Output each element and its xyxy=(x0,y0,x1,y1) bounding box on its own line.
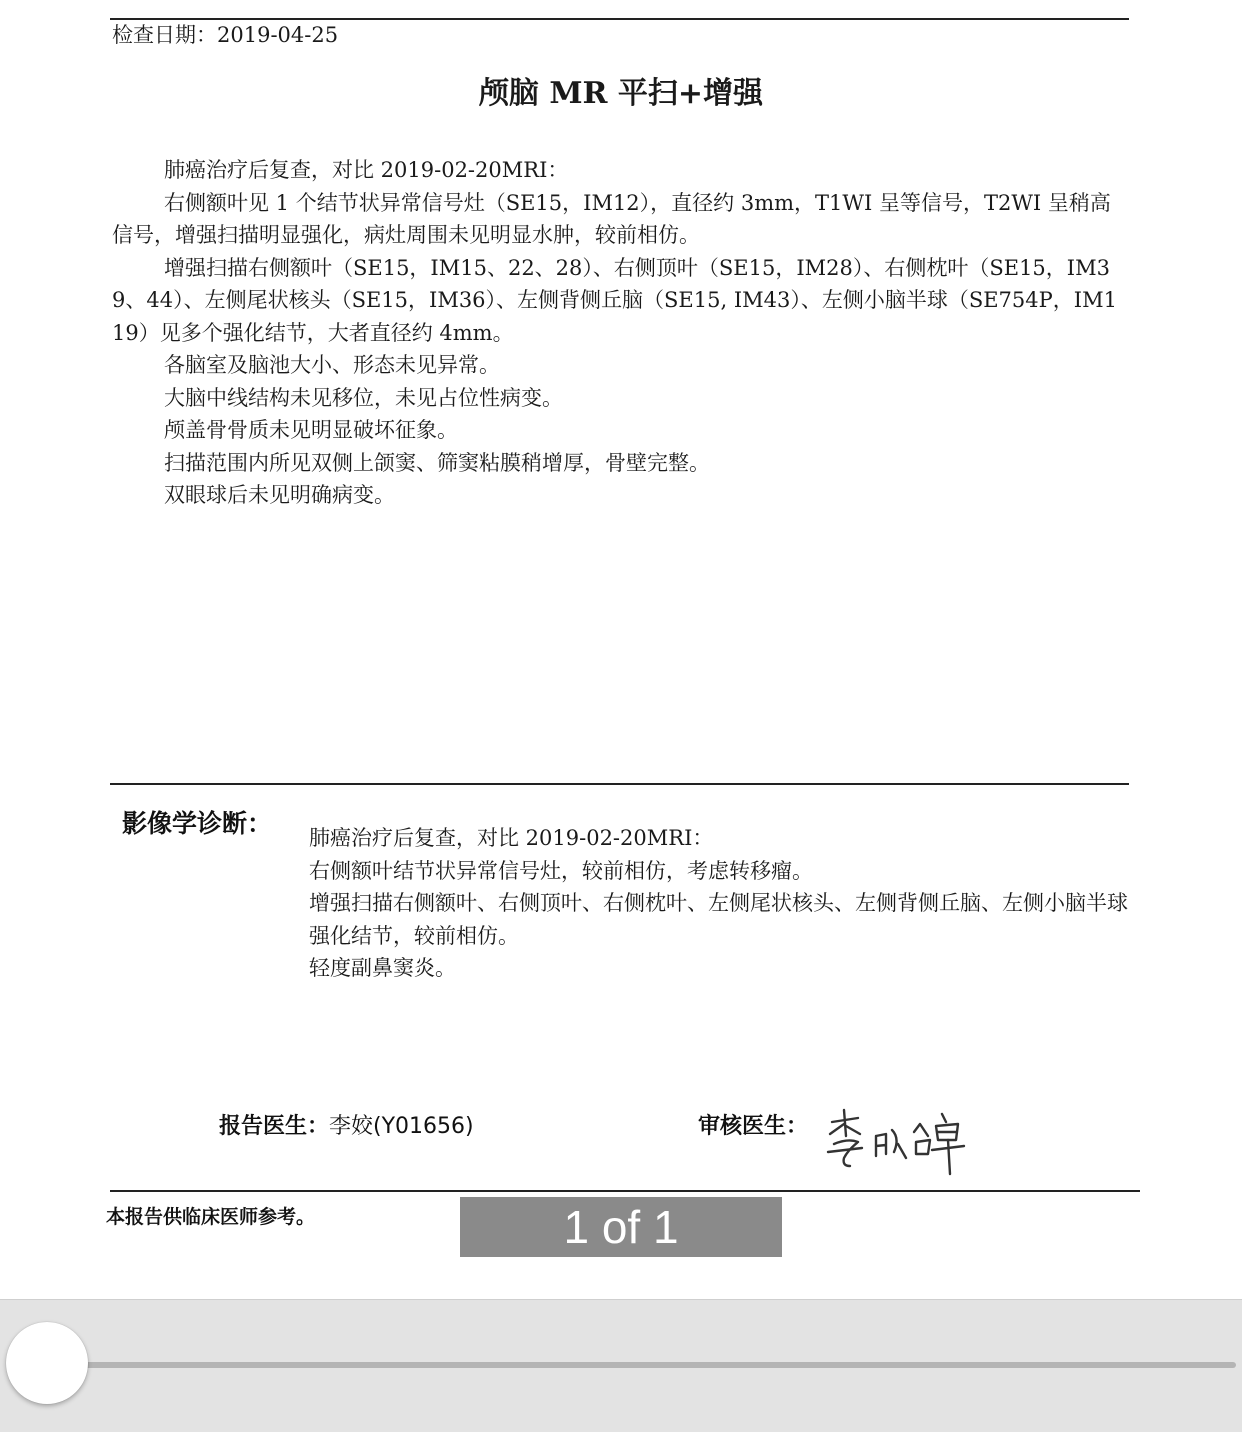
findings-paragraph: 大脑中线结构未见移位，未见占位性病变。 xyxy=(164,385,563,410)
diagnosis-line: 增强扫描右侧额叶、右侧顶叶、右侧枕叶、左侧尾状核头、左侧背侧丘脑、左侧小脑半球强化结节，较前相仿。 xyxy=(309,891,1128,948)
page-scroll-thumb[interactable] xyxy=(6,1322,88,1404)
findings-paragraph: 颅盖骨骨质未见明显破坏征象。 xyxy=(164,418,458,442)
page-scroll-track[interactable] xyxy=(46,1362,1236,1368)
findings-paragraph: 扫描范围内所见双侧上颌窦、筛窦粘膜稍增厚，骨壁完整。 xyxy=(164,450,710,475)
footer-note: 本报告供临床医师参考。 xyxy=(106,1206,316,1228)
diagnosis-line: 肺癌治疗后复查，对比 2019-02-20MRI： xyxy=(309,826,714,850)
diagnosis-divider xyxy=(110,783,1129,785)
report-doctor-name: 李姣(Y01656) xyxy=(329,1114,474,1139)
review-doctor-label: 审核医生： xyxy=(698,1114,809,1139)
exam-date: 检查日期：2019-04-25 xyxy=(112,23,339,47)
report-doctor xyxy=(219,1110,474,1144)
diagnosis-label: 影像学诊断： xyxy=(122,809,273,838)
findings-paragraph: 增强扫描右侧额叶（SE15，IM15、22、28）、右侧顶叶（SE15，IM28）、右侧枕叶（SE15，IM39、44）、左侧尾状核头（SE15，IM36）、左侧背侧丘脑（SE15, IM43）、左侧小脑半球（SE754P，IM119）见多个强化结节，大者直径约 4mm。 xyxy=(112,255,1117,345)
diagnosis-line: 轻度副鼻窦炎。 xyxy=(309,956,456,980)
findings-paragraph: 各脑室及脑池大小、形态未见异常。 xyxy=(164,353,500,377)
findings-paragraph: 肺癌治疗后复查，对比 2019-02-20MRI： xyxy=(164,158,569,182)
diagnosis-line: 右侧额叶结节状异常信号灶，较前相仿，考虑转移瘤。 xyxy=(309,858,813,883)
footer-divider xyxy=(110,1190,1140,1192)
findings-paragraph: 右侧额叶见 1 个结节状异常信号灶（SE15，IM12），直径约 3mm，T1WI 呈等信号，T2WI 呈稍高信号，增强扫描明显强化，病灶周围未见明显水肿，较前相仿。 xyxy=(112,190,1111,247)
handwritten-signature xyxy=(818,1100,968,1180)
page-indicator: 1 of 1 xyxy=(460,1197,782,1257)
findings-paragraph: 双眼球后未见明确病变。 xyxy=(164,483,395,507)
diagnosis-section xyxy=(309,822,1129,985)
findings-section xyxy=(112,154,1122,512)
report-title: 颅脑 MR 平扫+增强 xyxy=(478,76,764,111)
report-doctor-label: 报告医生： xyxy=(219,1114,330,1139)
